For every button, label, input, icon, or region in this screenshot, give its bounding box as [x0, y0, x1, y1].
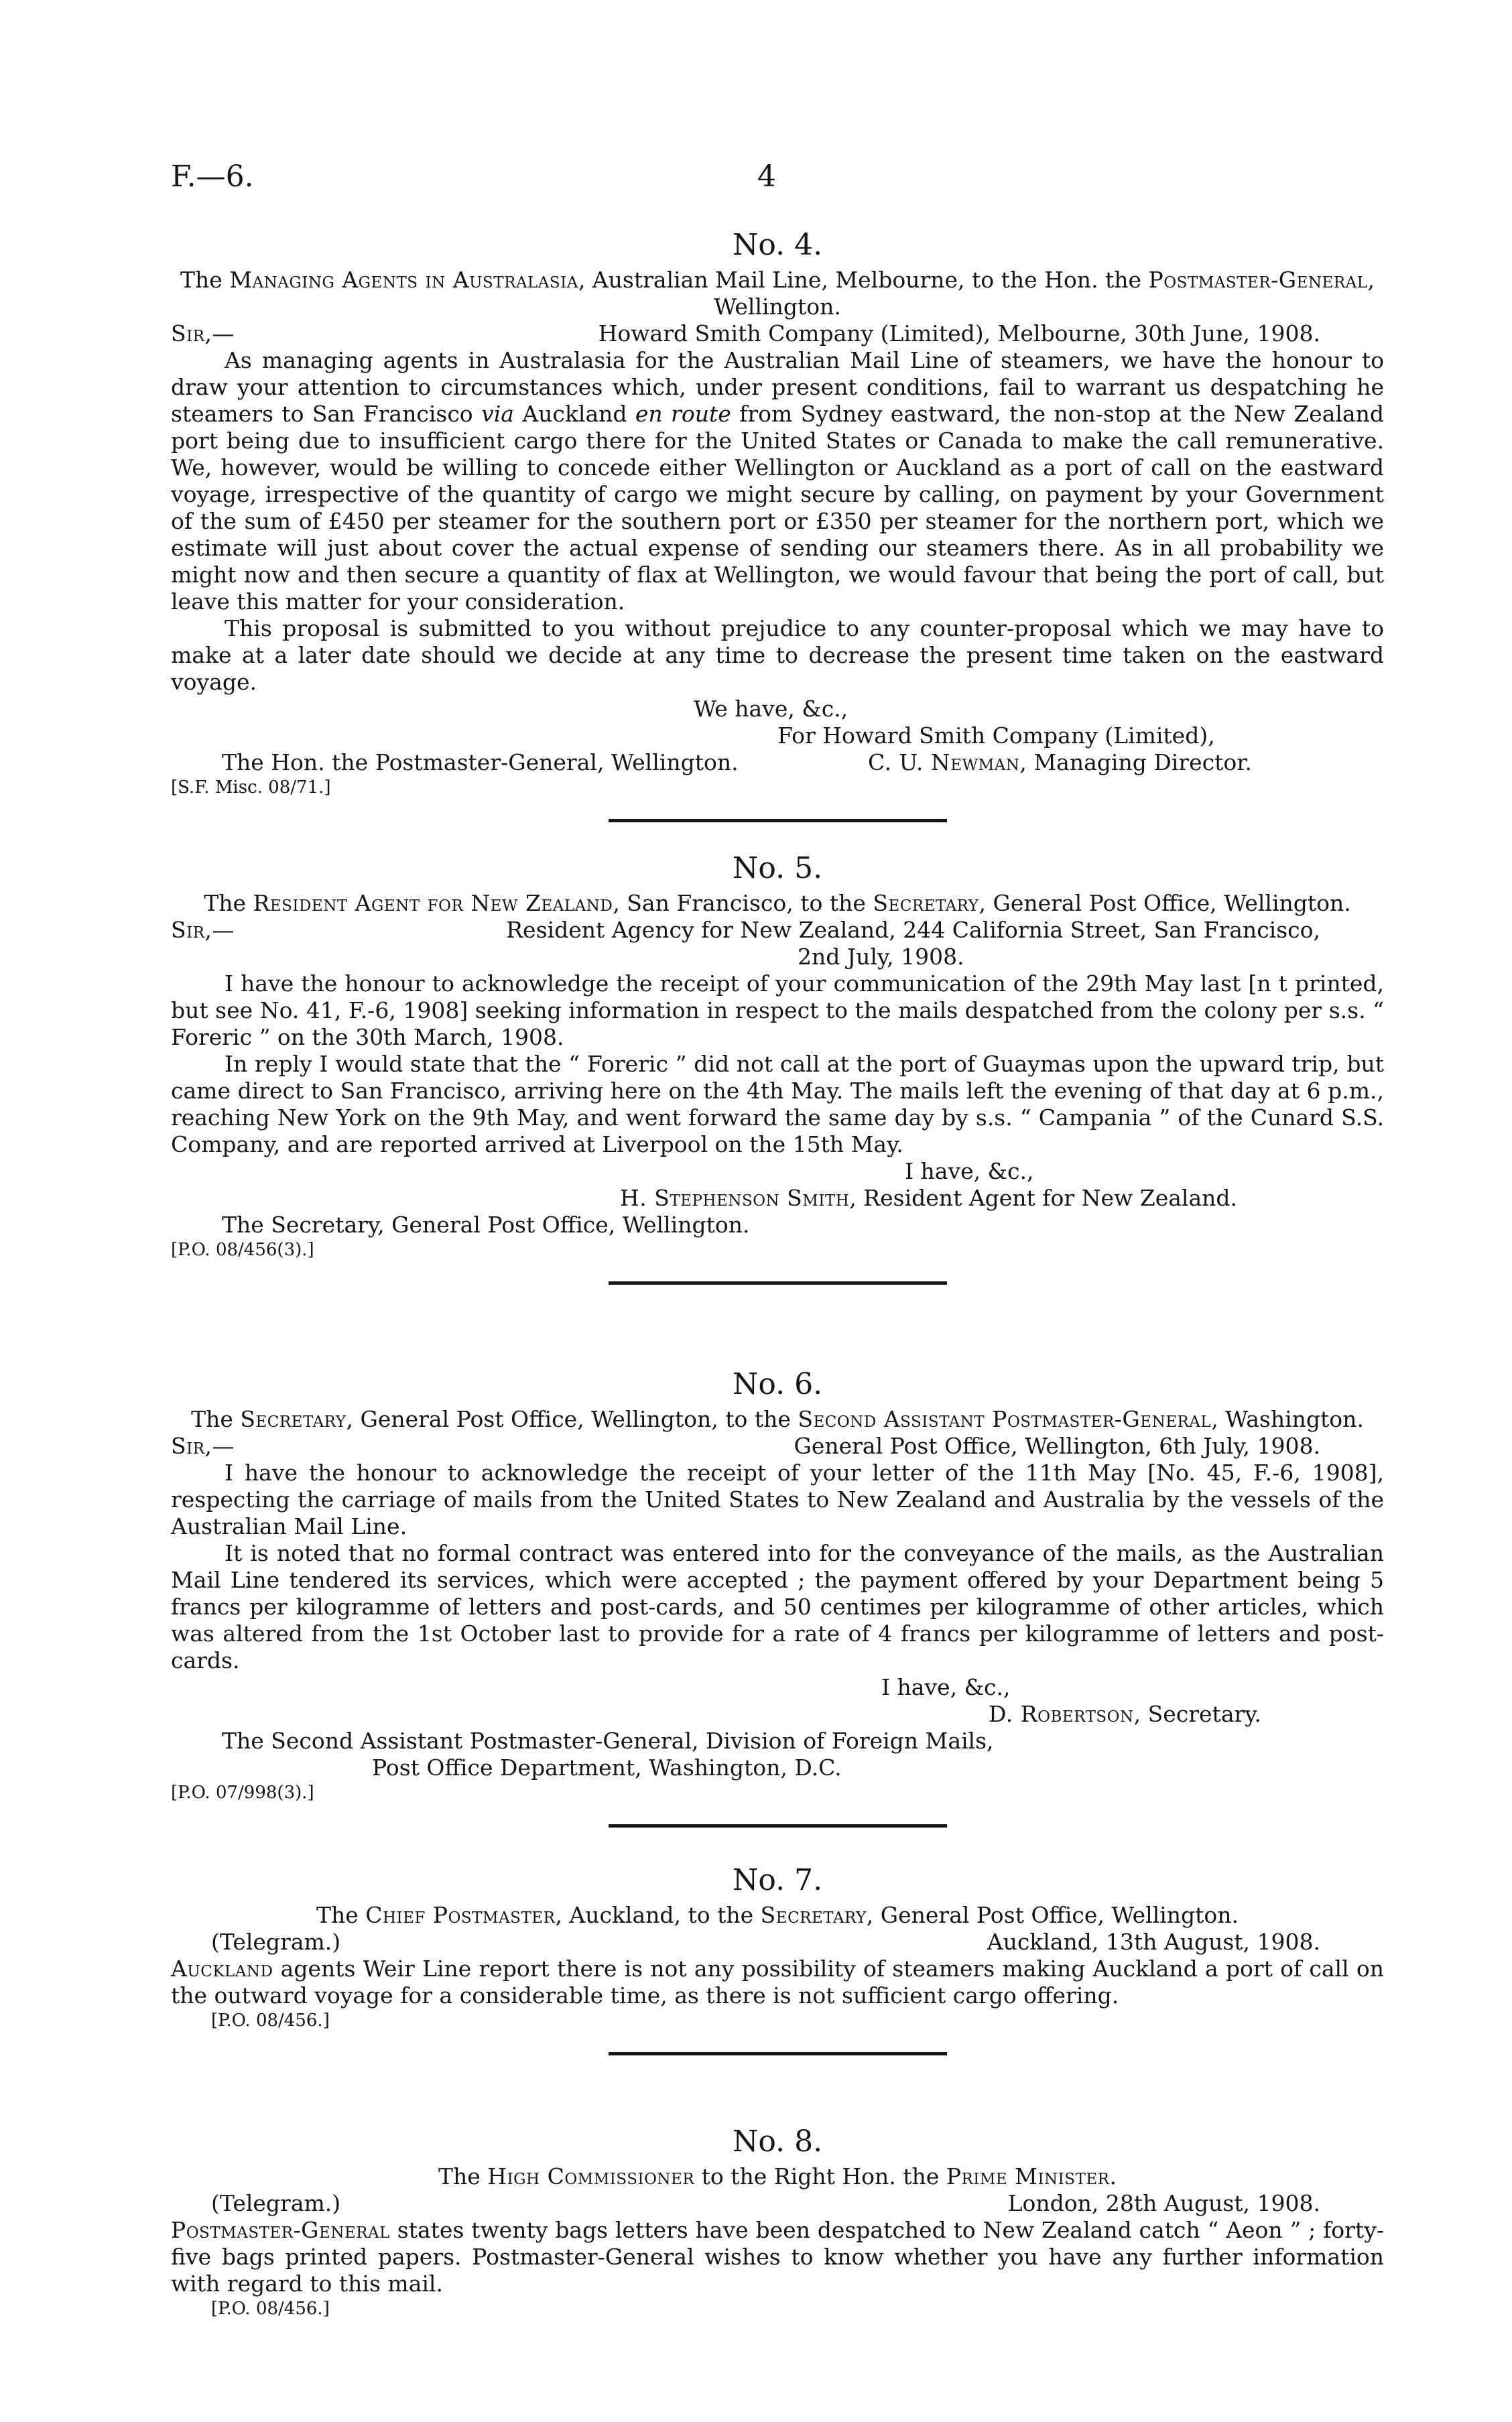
letter-no-7	[171, 1863, 1384, 2076]
letter-heading: The Secretary, General Post Office, Wellington, to the Second Assistant Postmaster-General, Washington.	[191, 1406, 1364, 1432]
addressee: The Hon. the Postmaster-General, Wellington.	[222, 749, 739, 775]
salutation-row	[171, 320, 1384, 347]
addressee-row	[171, 1728, 1384, 1755]
page-number: 4	[757, 160, 776, 194]
addressee: Post Office Department, Washington, D.C.	[372, 1755, 842, 1781]
salutation: Sir,—	[171, 320, 235, 346]
dateline: Howard Smith Company (Limited), Melbourne, 30th June, 1908.	[598, 320, 1320, 346]
signer-row	[171, 1701, 1384, 1728]
letter-paragraph: I have the honour to acknowledge the receipt of your communication of the 29th May last [n t printed, but see No. 41, F.-6, 1908] seeking information in respect to the mails despatched from the colony per s.s. “ Foreric ” on the 30th March, 1908.	[171, 970, 1384, 1050]
dateline: Resident Agency for New Zealand, 244 California Street, San Francisco,	[506, 917, 1320, 943]
letter-paragraph: It is noted that no formal contract was entered into for the conveyance of the mails, as the Australian Mail Line tendered its services, which were accepted ; the payment offered by your Department being 5 francs per kilogramme of letters and post-cards, and 50 centimes per kilogramme of other articles, which was altered from the 1st October last to provide for a rate of 4 francs per kilogramme of letters and post-cards.	[171, 1540, 1384, 1673]
letter-paragraph: As managing agents in Australasia for the Australian Mail Line of steamers, we have the honour to draw your attention to circumstances which, under present conditions, fail to warrant us despatching he steamers to San Francisco via Auckland en route from Sydney eastward, the non-stop at the New Zealand port being due to insufficient cargo there for the United States or Canada to make the call remunerative. We, however, would be willing to concede either Wellington or Auckland as a port of call on the eastward voyage, irrespective of the quantity of cargo we might secure by calling, on payment by your Government of the sum of £450 per steamer for the southern port or £350 per steamer for the northern port, which we estimate will just about cover the actual expense of sending our steamers there. As in all probability we might now and then secure a quantity of flax at Wellington, we would favour that being the port of call, but leave this matter for your consideration.	[171, 347, 1384, 615]
letter-no-5	[171, 851, 1384, 1305]
letter-heading: The Resident Agent for New Zealand, San Francisco, to the Secretary, General Post Office, Wellington.	[204, 890, 1351, 916]
telegram-body: Auckland agents Weir Line report there is not any possibility of steamers making Auckland a port of call on the outward voyage for a considerable time, as there is not sufficient cargo offering.	[171, 1956, 1384, 2009]
section-divider	[609, 1824, 947, 1828]
dateline: General Post Office, Wellington, 6th July, 1908.	[794, 1433, 1320, 1459]
addressee: The Second Assistant Postmaster-General, Division of Foreign Mails,	[222, 1728, 994, 1754]
letter-title: No. 7.	[732, 1863, 823, 1897]
letter-paragraph: I have the honour to acknowledge the receipt of your letter of the 11th May [No. 45, F.-6, 1908], respecting the carriage of mails from the United States to New Zealand and Australia by the vessels of the Australian Mail Line.	[171, 1460, 1384, 1539]
closing-row: We have, &c.,	[694, 696, 848, 722]
file-reference: [S.F. Misc. 08/71.]	[171, 777, 331, 798]
for-company-row: For Howard Smith Company (Limited),	[777, 722, 1215, 749]
salutation: Sir,—	[171, 917, 235, 943]
letter-title: No. 4.	[732, 228, 823, 262]
letter-title: No. 6.	[732, 1367, 823, 1401]
letter-no-6	[171, 1367, 1384, 1848]
dateline: Auckland, 13th August, 1908.	[987, 1929, 1320, 1955]
closing-row: I have, &c.,	[905, 1158, 1034, 1184]
page-header	[171, 160, 1384, 200]
telegram-row	[171, 2190, 1384, 2217]
page-ref: F.—6.	[171, 160, 254, 194]
closing-row: I have, &c.,	[881, 1674, 1011, 1700]
signature: H. Stephenson Smith, Resident Agent for New Zealand.	[620, 1185, 1238, 1211]
addressee: The Secretary, General Post Office, Wellington.	[222, 1212, 750, 1238]
dateline: London, 28th August, 1908.	[1007, 2190, 1320, 2216]
file-reference: [P.O. 08/456(3).]	[171, 1240, 314, 1260]
addressee-row	[171, 1212, 1384, 1238]
dateline-row: 2nd July, 1908.	[798, 944, 964, 970]
telegram-row	[171, 1929, 1384, 1956]
section-divider	[609, 819, 947, 822]
telegram-label: (Telegram.)	[211, 2190, 341, 2216]
letter-title: No. 8.	[732, 2124, 823, 2159]
section-divider	[609, 2052, 947, 2055]
letter-title: No. 5.	[732, 851, 823, 885]
letter-no-4	[171, 228, 1384, 842]
letter-paragraph: In reply I would state that the “ Foreric ” did not call at the port of Guaymas upon the upward trip, but came direct to San Francisco, arriving here on the 4th May. The mails left the evening of that day at 6 p.m., reaching New York on the 9th May, and went forward the same day by s.s. “ Campania ” of the Cunard S.S. Company, and are reported arrived at Liverpool on the 15th May.	[171, 1051, 1384, 1157]
salutation: Sir,—	[171, 1433, 235, 1459]
letter-heading: The High Commissioner to the Right Hon. the Prime Minister.	[438, 2163, 1117, 2189]
telegram-body: Postmaster-General states twenty bags letters have been despatched to New Zealand catch “ Aeon ” ; forty-five bags printed papers. Postmaster-General wishes to know whether you have any further information with regard to this mail.	[171, 2217, 1384, 2297]
file-reference: [P.O. 07/998(3).]	[171, 1783, 314, 1803]
signature: C. U. Newman, Managing Director.	[868, 749, 1252, 775]
telegram-label: (Telegram.)	[211, 1929, 341, 1955]
letter-no-8	[171, 2124, 1384, 2320]
salutation-row	[171, 917, 1384, 944]
file-reference: [P.O. 08/456.]	[211, 2299, 330, 2319]
addressee-signer-row	[171, 749, 1384, 776]
signer-row	[171, 1185, 1384, 1212]
salutation-row	[171, 1433, 1384, 1460]
letter-paragraph: This proposal is submitted to you without prejudice to any counter-proposal which we may have to make at a later date should we decide at any time to decrease the present time taken on the eastward voyage.	[171, 615, 1384, 695]
letter-heading: The Chief Postmaster, Auckland, to the Secretary, General Post Office, Wellington.	[316, 1902, 1239, 1928]
letter-heading: The Managing Agents in Australasia, Australian Mail Line, Melbourne, to the Hon. the Postmaster-General, Wellington.	[180, 267, 1375, 320]
addressee-row	[171, 1755, 1384, 1781]
signature: D. Robertson, Secretary.	[989, 1701, 1262, 1727]
section-divider	[609, 1281, 947, 1285]
file-reference: [P.O. 08/456.]	[211, 2011, 330, 2031]
